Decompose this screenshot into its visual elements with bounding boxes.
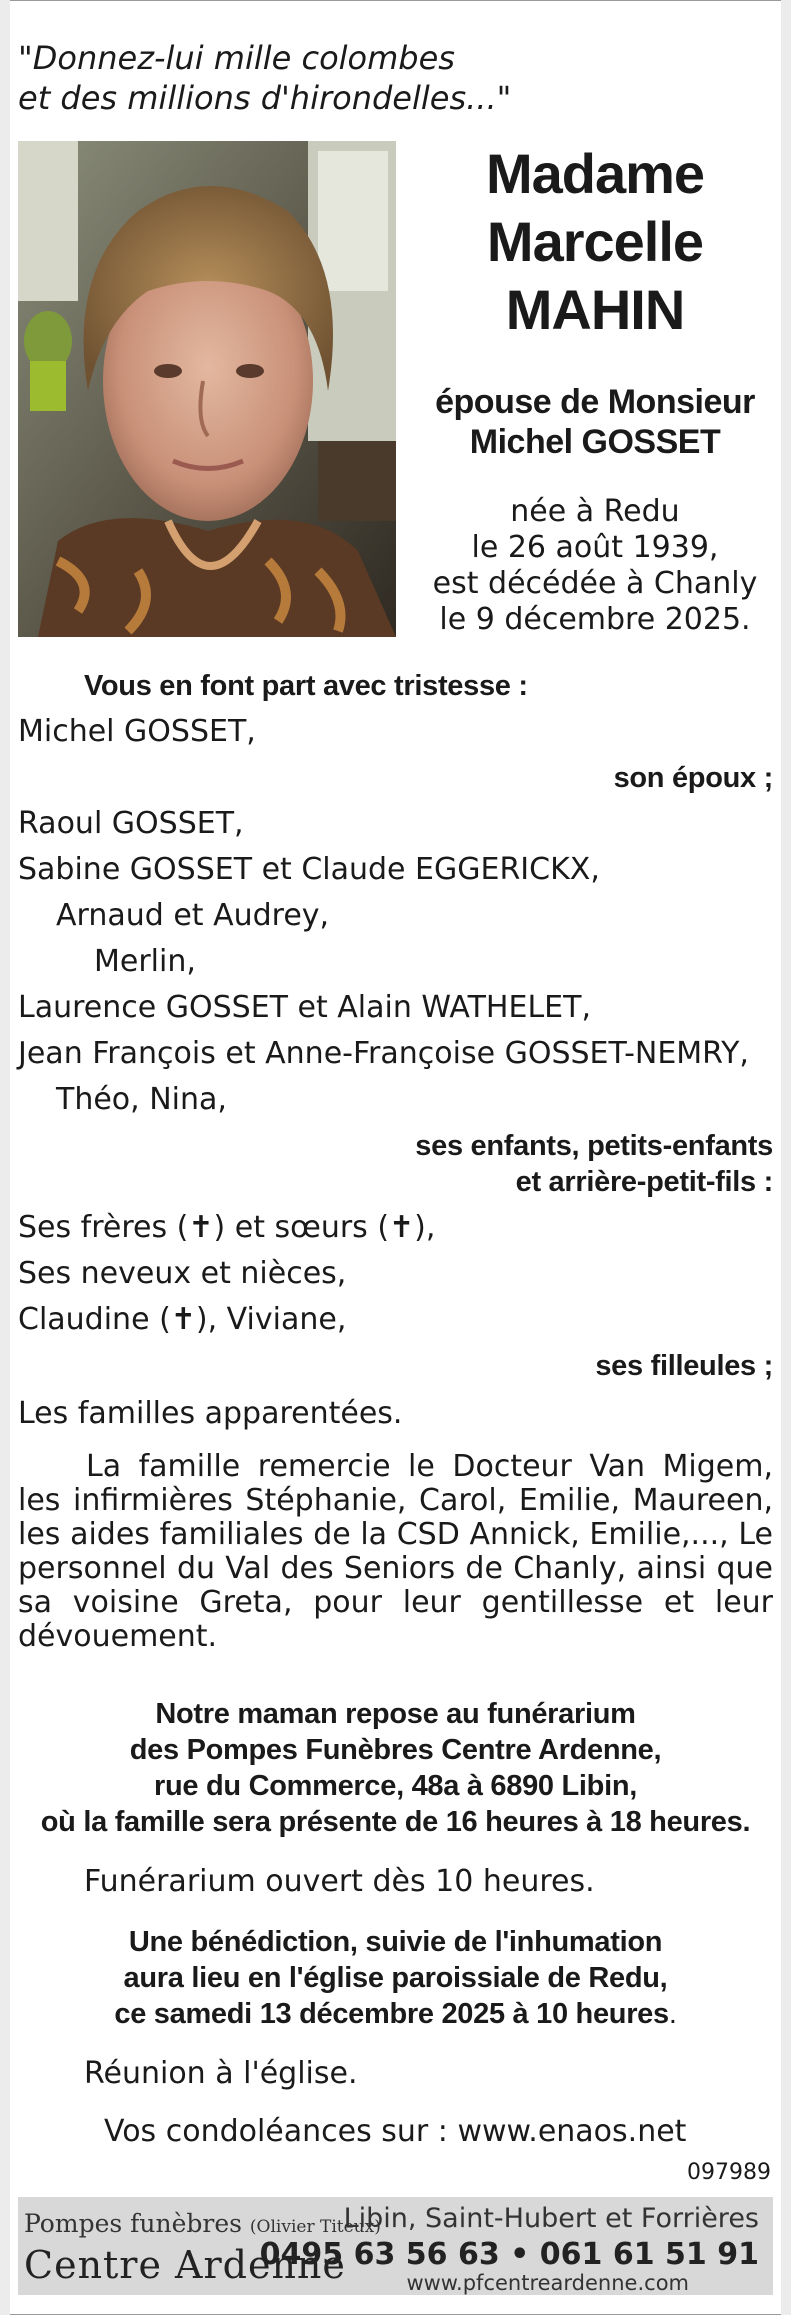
spouse-name: Michel GOSSET, xyxy=(18,714,256,749)
rest-line-2: des Pompes Funèbres Centre Ardenne, xyxy=(129,1734,662,1766)
child-line: Raoul GOSSET, xyxy=(18,806,244,841)
blessing-line-1: Une bénédiction, suivie de l'inhumation xyxy=(128,1926,663,1958)
sibling-line: Ses frères (✝) et sœurs (✝), xyxy=(18,1210,436,1245)
deceased-last-name: MAHIN xyxy=(505,278,685,341)
spouse-line-2: Michel GOSSET xyxy=(469,423,721,461)
child-line: Sabine GOSSET et Claude EGGERICKX, xyxy=(18,852,600,887)
company-small: Pompes funèbres xyxy=(24,2209,242,2238)
blessing-date: ce samedi 13 décembre 2025 à 10 heures xyxy=(114,1998,669,2030)
thanks-paragraph: La famille remercie le Docteur Van Migem, les infirmières Stéphanie, Carol, Emilie, Maureen, les aides familiales de la CSD Annick, Emilie,..., Le personnel du Val des Seniors de Chanly, ainsi que sa voisine Greta, pour leur gentillesse et leur dévouement. xyxy=(18,1449,773,1654)
funeral-home-banner xyxy=(18,2197,773,2295)
blessing-line-3 xyxy=(0,1996,791,2032)
quote-line-2: et des millions d'hirondelles..." xyxy=(18,79,512,117)
rest-line-4: où la famille sera présente de 16 heures à 18 heures. xyxy=(40,1806,751,1838)
children-role-line-1: ses enfants, petits-enfants xyxy=(415,1130,773,1162)
child-line: Laurence GOSSET et Alain WATHELET, xyxy=(18,990,591,1025)
children-role-line-2: et arrière-petit-fils : xyxy=(515,1166,773,1198)
company-phones: 0495 63 56 63 • 061 61 51 91 xyxy=(259,2237,759,2272)
announcement-intro: Vous en font part avec tristesse : xyxy=(84,670,528,702)
great-grandchild-line: Merlin, xyxy=(94,944,196,979)
birth-date: le 26 août 1939, xyxy=(471,530,719,565)
grandchild-line: Arnaud et Audrey, xyxy=(56,898,330,933)
death-place: est décédée à Chanly xyxy=(432,566,758,601)
grandchild-line: Théo, Nina, xyxy=(56,1082,227,1117)
church-meeting: Réunion à l'église. xyxy=(84,2056,358,2091)
spouse-role: son époux ; xyxy=(613,762,773,794)
goddaughters-role: ses filleules ; xyxy=(595,1350,773,1382)
company-website: www.pfcentreardenne.com xyxy=(406,2271,689,2295)
deceased-title: Madame xyxy=(485,142,705,205)
rest-line-1: Notre maman repose au funérarium xyxy=(155,1698,636,1730)
company-note: (Olivier Titeux) xyxy=(249,2217,381,2237)
deceased-first-name: Marcelle xyxy=(486,210,704,273)
death-date: le 9 décembre 2025. xyxy=(439,602,751,637)
company-label xyxy=(24,2209,381,2238)
epigraph-quote xyxy=(18,38,511,118)
spouse-line-1: épouse de Monsieur xyxy=(435,383,755,421)
company-name: Centre Ardenne xyxy=(24,2243,346,2287)
rest-line-3: rue du Commerce, 48a à 6890 Libin, xyxy=(154,1770,637,1802)
birth-place: née à Redu xyxy=(510,494,680,529)
quote-line-1: "Donnez-lui mille colombes xyxy=(18,39,455,77)
related-families: Les familles apparentées. xyxy=(18,1396,403,1431)
portrait-photo xyxy=(18,141,396,637)
funerarium-hours: Funérarium ouvert dès 10 heures. xyxy=(84,1864,595,1899)
blessing-line-2: aura lieu en l'église paroissiale de Redu, xyxy=(123,1962,668,1994)
company-locations: Libin, Saint-Hubert et Forrières xyxy=(343,2203,759,2234)
child-line: Jean François et Anne-Françoise GOSSET-NEMRY, xyxy=(18,1036,749,1071)
blessing-period: . xyxy=(668,1998,677,2030)
sibling-line: Claudine (✝), Viviane, xyxy=(18,1302,347,1337)
sibling-line: Ses neveux et nièces, xyxy=(18,1256,347,1291)
reference-number: 097989 xyxy=(687,2160,771,2185)
condolences-line: Vos condoléances sur : www.enaos.net xyxy=(104,2114,687,2149)
